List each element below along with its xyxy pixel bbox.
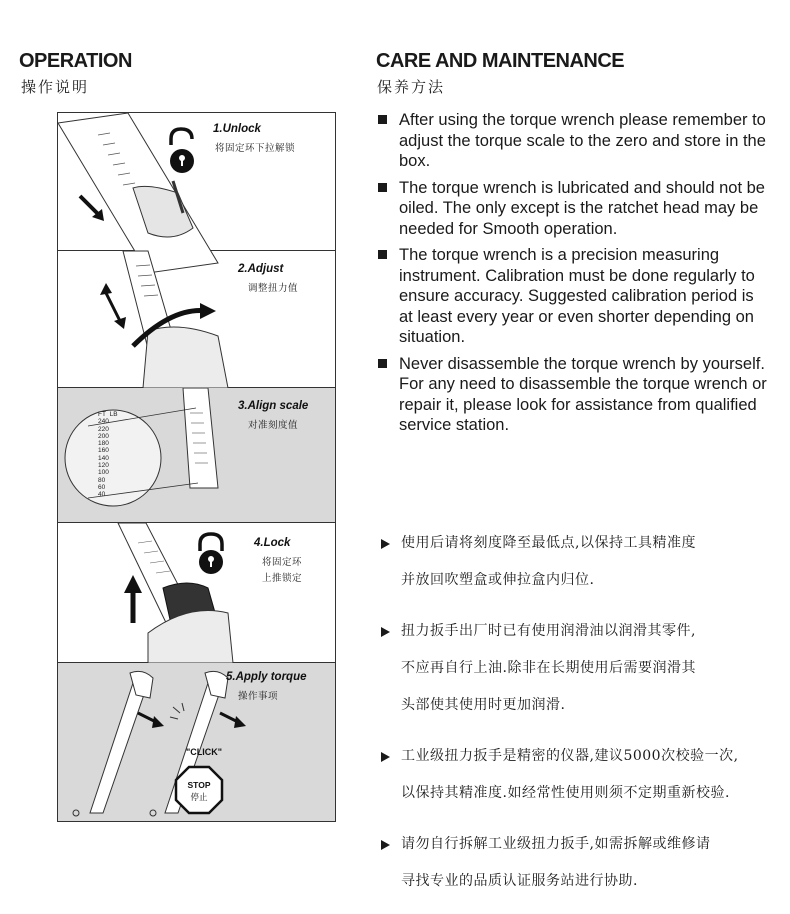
step-lock-panel — [58, 523, 335, 663]
stop-label: STOP — [187, 780, 211, 790]
step-apply-panel — [58, 663, 335, 821]
step-align-panel — [58, 388, 335, 523]
bullet-square-icon — [378, 183, 387, 192]
list-item: 请勿自行拆解工业级扭力扳手,如需拆解或维修请 寻找专业的品质认证服务站进行协助. — [381, 826, 781, 900]
operation-steps — [57, 112, 336, 822]
care-title-zh: 保养方法 — [377, 78, 446, 96]
bullet-triangle-icon — [381, 539, 390, 549]
scale-tick: 120 — [98, 462, 109, 470]
care-title: CARE AND MAINTENANCE — [376, 50, 625, 72]
list-item: 工业级扭力扳手是精密的仪器,建议5000次校验一次, 以保持其精准度.如经常性使用则须不定期重新校验. — [381, 738, 781, 812]
unlocked-padlock-icon — [166, 127, 206, 177]
scale-tick: 180 — [98, 440, 109, 448]
step-unlock-panel — [58, 113, 335, 251]
stop-sign-icon — [174, 765, 224, 815]
scale-tick: 220 — [98, 425, 109, 433]
scale-tick: 60 — [98, 483, 106, 491]
scale-header: FT LB — [98, 411, 118, 418]
bullet-triangle-icon — [381, 627, 390, 637]
adjust-illustration — [58, 251, 337, 388]
operation-title-zh: 操作说明 — [21, 78, 90, 96]
care-list-zh — [381, 525, 781, 914]
list-item: Never disassemble the torque wrench by yourself. For any need to disassemble the torque wrench or repair it, please look for assistance from qualified service station. — [377, 354, 767, 436]
click-label: "CLICK" — [186, 747, 223, 757]
list-item: After using the torque wrench please remember to adjust the torque scale to the zero and store in the box. — [377, 110, 767, 172]
step-4-desc-line1: 将固定环 — [262, 557, 303, 568]
step-3-title: 3.Align scale — [238, 400, 309, 412]
step-2-desc: 调整扭力值 — [248, 283, 299, 294]
bullet-triangle-icon — [381, 752, 390, 762]
bullet-square-icon — [378, 359, 387, 368]
list-item: 使用后请将刻度降至最低点,以保持工具精准度 并放回吹塑盒或伸拉盒内归位. — [381, 525, 781, 599]
locked-padlock-icon — [193, 531, 233, 577]
list-item: The torque wrench is lubricated and should not be oiled. The only except is the ratchet head may be needed for Smooth operation. — [377, 178, 767, 240]
scale-tick: 40 — [98, 491, 106, 499]
bullet-square-icon — [378, 250, 387, 259]
step-1-desc: 将固定环下拉解锁 — [215, 143, 296, 154]
operation-title: OPERATION — [19, 50, 132, 72]
bullet-triangle-icon — [381, 840, 390, 850]
scale-tick: 160 — [98, 447, 109, 455]
scale-tick: 200 — [98, 432, 109, 440]
scale-readout — [98, 411, 118, 499]
scale-tick: 140 — [98, 454, 109, 462]
list-item: 扭力扳手出厂时已有使用润滑油以润滑其零件, 不应再自行上油.除非在长期使用后需要润滑其 头部使其使用时更加润滑. — [381, 613, 781, 724]
step-4-title: 4.Lock — [254, 537, 291, 549]
step-5-desc: 操作事项 — [238, 691, 279, 702]
step-4-desc-line2: 上推锁定 — [262, 573, 303, 584]
step-1-title: 1.Unlock — [213, 123, 261, 135]
step-3-desc: 对准刻度值 — [248, 420, 299, 431]
step-5-title: 5.Apply torque — [226, 671, 307, 683]
list-item: The torque wrench is a precision measuring instrument. Calibration must be done regularly to ensure accuracy. Suggested calibration period is at least every year or even shorter depending on situation. — [377, 245, 767, 348]
scale-tick: 100 — [98, 469, 109, 477]
scale-tick: 240 — [98, 418, 109, 426]
step-2-title: 2.Adjust — [238, 263, 284, 275]
scale-tick: 80 — [98, 476, 106, 484]
stop-label-zh: 停止 — [190, 792, 208, 802]
care-list-en — [377, 110, 767, 442]
bullet-square-icon — [378, 115, 387, 124]
step-adjust-panel — [58, 251, 335, 388]
